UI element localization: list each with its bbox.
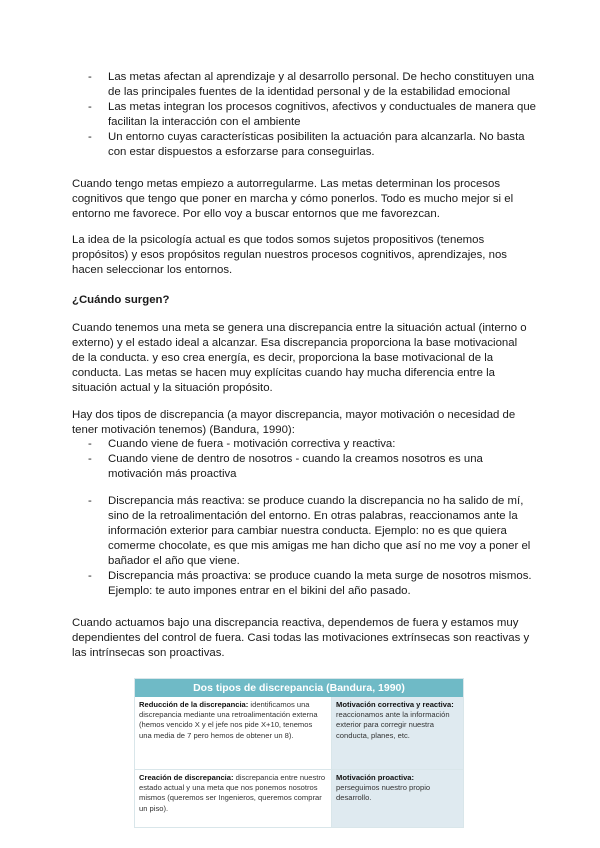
figure-cell-creacion: Creación de discrepancia: discrepancia entre nuestro estado actual y una meta que nos ponemos nosotros mismos (queremos ser Ingenieros, queremos comprar un piso). xyxy=(135,770,332,827)
intro-bullet-list xyxy=(88,70,538,160)
section-heading: ¿Cuándo surgen? xyxy=(72,294,170,306)
paragraph-discrepancia: Cuando tenemos una meta se genera una discrepancia entre la situación actual (interno o externo) y el estado ideal a alcanzar. Esa discrepancia proporciona la base motivacional de la conducta. y eso crea energía, es decir, proporciona la base motivacional de la conducta. Las metas se hacen muy explícitas cuando hay mucha diferencia entre la situación actual y la situación propósito. xyxy=(72,322,527,394)
paragraph-autorregulacion: Cuando tengo metas empiezo a autorregularme. Las metas determinan los procesos cognitivos que tengo que poner en marcha y cómo ponerlos. Todo es mucho mejor si el entorno me favorece. Por ello voy a buscar entornos que me favorezcan. xyxy=(72,178,514,220)
detail-bullet-list xyxy=(88,494,538,599)
paragraph-psicologia-actual: La idea de la psicología actual es que todos somos sujetos propositivos (tenemos propósitos) y esos propósitos regulan nuestros procesos cognitivos, aprendizajes, nos hacen seleccionar los entornos. xyxy=(72,234,507,276)
types-bullet-list xyxy=(88,437,538,482)
list-item: - Cuando viene de fuera - motivación correctiva y reactiva: xyxy=(88,438,396,450)
figure-cell-reduccion: Reducción de la discrepancia: identificamos una discrepancia mediante una retroalimentación externa (hemos vencido X y el jefe nos pide X+10, tenemos una media de 7 pero hemos de obtener un 8). xyxy=(135,697,332,770)
list-item: - Discrepancia más proactiva: se produce cuando la meta surge de nosotros mismos. Ejemplo: te auto impones entrar en el bikini del año pasado. xyxy=(88,570,532,597)
list-item: - Las metas afectan al aprendizaje y al desarrollo personal. De hecho constituyen una de las principales fuentes de la identidad personal y de la estabilidad emocional xyxy=(88,71,535,98)
list-item: - Cuando viene de dentro de nosotros - cuando la creamos nosotros es una motivación más proactiva xyxy=(88,453,483,480)
figure-cell-proactiva: Motivación proactiva: perseguimos nuestro propio desarrollo. xyxy=(332,770,463,827)
discrepancy-table-figure xyxy=(134,678,464,828)
list-item: - Un entorno cuyas características posibiliten la actuación para alcanzarla. No basta con estar dispuestos a esforzarse para conseguirlas. xyxy=(88,131,525,158)
paragraph-tipos-discrepancia: Hay dos tipos de discrepancia (a mayor discrepancia, mayor motivación o necesidad de tener motivación tenemos) (Bandura, 1990): xyxy=(72,409,516,436)
figure-title: Dos tipos de discrepancia (Bandura, 1990) xyxy=(135,679,463,697)
figure-grid xyxy=(135,697,463,827)
figure-cell-correctiva: Motivación correctiva y reactiva: reaccionamos ante la información exterior para corregir nuestra conducta, planes, etc. xyxy=(332,697,463,770)
paragraph-reactiva-proactiva: Cuando actuamos bajo una discrepancia reactiva, dependemos de fuera y estamos muy dependientes del control de fuera. Casi todas las motivaciones extrínsecas son reactivas y las intrínsecas son proactivas. xyxy=(72,617,530,659)
list-item: - Discrepancia más reactiva: se produce cuando la discrepancia no ha salido de mí, sino de la retroalimentación del entorno. En otras palabras, reaccionamos ante la información exterior para cambiar nuestra conducta. Ejemplo: no es que quiera comerme chocolate, es que mis amigas me han dicho que así no me voy a poner el bañador el año que viene. xyxy=(88,495,531,567)
list-item: - Las metas integran los procesos cognitivos, afectivos y conductuales de manera que facilitan la interacción con el ambiente xyxy=(88,101,537,128)
